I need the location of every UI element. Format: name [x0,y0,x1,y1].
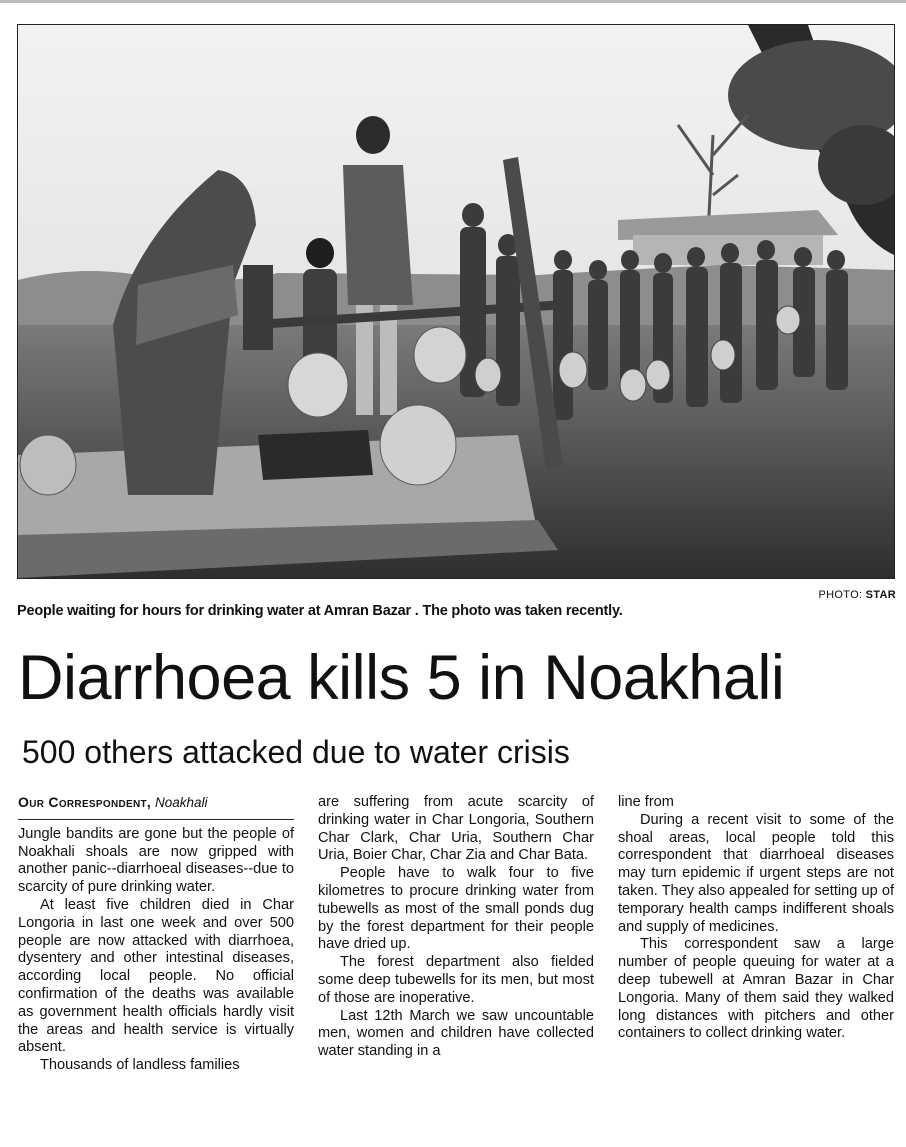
article-paragraph: The forest department also fielded some deep tubewells for its men, but most of those are inoperative. [318,954,594,1006]
photo-credit [819,589,896,601]
article-paragraph: This correspondent saw a large number of people queuing for water at a deep tubewell at Amran Bazar in Char Longoria. Many of them said they walked long distances with pitchers and other containers to collect drinking water. [618,936,894,1042]
article-paragraph: During a recent visit to some of the shoal areas, local people told this correspondent that diarrhoeal diseases may turn epidemic if urgent steps are not taken. They also appealed for setting up of temporary health camps indifferent shoals and supply of medicines. [618,811,894,935]
article-paragraph: People have to walk four to five kilometres to procure drinking water from tubewells as most of the small ponds dug by the forest department for their people have dried up. [318,865,594,953]
article-column-1 [18,794,294,1075]
byline-location: Noakhali [154,795,208,810]
article-paragraph: At least five children died in Char Longoria in last one week and over 500 people are now attacked with diarrhoea, dysentery and other intestinal diseases, according local people. No official confirmation of the deaths was available as government health officials hardly visit the areas and health service is virtually absent. [18,896,294,1056]
article-paragraph: Last 12th March we saw uncountable men, women and children have collected water standing in a [318,1007,594,1060]
top-rule [0,0,906,3]
photo-credit-source: STAR [865,589,896,601]
article-paragraph: Thousands of landless families [40,1057,240,1074]
photo-caption: People waiting for hours for drinking water at Amran Bazar . The photo was taken recently. [17,603,623,619]
byline [18,794,294,820]
article-column-2 [318,794,594,1061]
news-photo [17,24,895,579]
article-column-3 [618,794,894,1043]
byline-author: Our Correspondent, [18,794,152,810]
subheadline: 500 others attacked due to water crisis [22,734,570,770]
article-paragraph: are suffering from acute scarcity of drinking water in Char Longoria, Southern Char Clark, Char Uria, Southern Char Uria, Boier Char, Char Zia and Char Bata. [318,794,594,864]
article-paragraph: Jungle bandits are gone but the people of Noakhali shoals are now gripped with another panic--diarrhoeal diseases--due to scarcity of pure drinking water. [18,825,294,896]
photo-credit-prefix: PHOTO: [818,589,866,601]
headline: Diarrhoea kills 5 in Noakhali [18,643,785,713]
article-paragraph: line from [618,794,674,810]
